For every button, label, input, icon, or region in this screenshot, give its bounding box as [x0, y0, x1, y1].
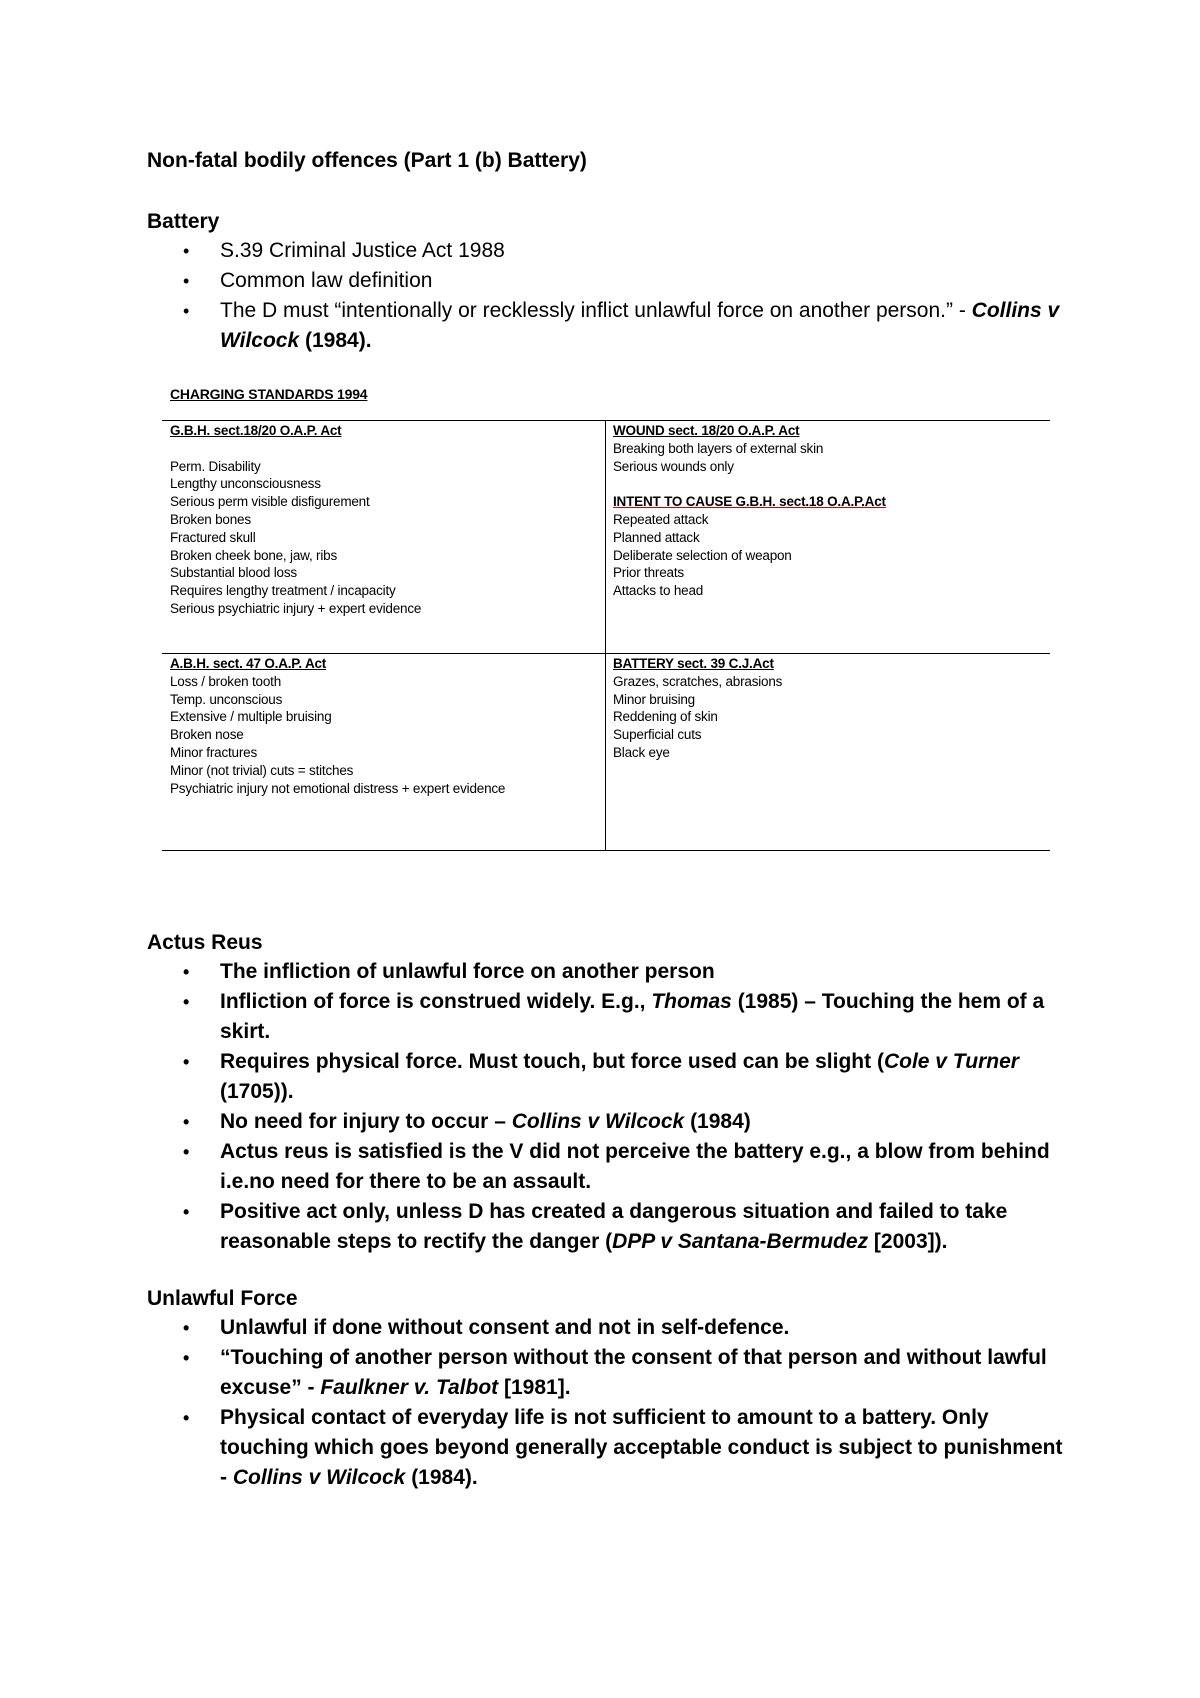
table-cell-item: Perm. Disability [170, 458, 261, 474]
list-item: • No need for injury to occur – Collins v Wilcock (1984) [147, 1107, 1067, 1137]
list-item: • Actus reus is satisfied is the V did not perceive the battery e.g., a blow from behind i.e.no need for there to be an assault. [147, 1137, 1067, 1197]
table-cell-item: Planned attack [613, 529, 700, 545]
table-cell-item: Psychiatric injury not emotional distress + expert evidence [170, 780, 506, 796]
table-cell-item: Minor fractures [170, 744, 258, 760]
table-cell-item: Deliberate selection of weapon [613, 547, 792, 563]
table-cell-item: Serious perm visible disfigurement [170, 494, 370, 510]
charging-standards-title: CHARGING STANDARDS 1994 [170, 386, 368, 402]
gbh-heading: G.B.H. sect.18/20 O.A.P. Act [170, 423, 342, 438]
table-cell-item: Serious psychiatric injury + expert evidence [170, 600, 422, 616]
wound-cell [613, 422, 886, 600]
battery-heading: Battery [147, 210, 220, 233]
case-name: Collins v Wilcock [511, 1110, 685, 1133]
bullet-icon: • [183, 271, 190, 291]
list-item: • Positive act only, unless D has created a dangerous situation and failed to take reasonable steps to rectify the danger (DPP v Santana-Bermudez [2003]). [147, 1197, 1067, 1257]
table-cell-item: Broken bones [170, 511, 251, 527]
battery-table-heading: BATTERY sect. 39 C.J.Act [613, 656, 774, 671]
list-item: • S.39 Criminal Justice Act 1988 [147, 236, 1067, 266]
case-name: Cole v Turner [883, 1050, 1019, 1073]
bullet-icon: • [183, 1202, 190, 1222]
list-item: • Infliction of force is construed widely. E.g., Thomas (1985) – Touching the hem of a skirt. [147, 987, 1067, 1047]
table-cell-item: Broken nose [170, 727, 244, 743]
table-column-divider [605, 420, 606, 851]
table-cell-item: Broken cheek bone, jaw, ribs [170, 547, 337, 563]
table-cell-item: Attacks to head [613, 583, 704, 599]
list-item: • “Touching of another person without the consent of that person and without lawful excuse” - Faulkner v. Talbot [1981]. [147, 1343, 1067, 1403]
table-cell-item: Minor bruising [613, 691, 695, 707]
actus-reus-heading: Actus Reus [147, 931, 263, 954]
table-cell-item: Requires lengthy treatment / incapacity [170, 583, 396, 599]
bullet-icon: • [183, 1112, 190, 1132]
case-name: Faulkner v. Talbot [320, 1376, 499, 1399]
table-bottom-border [162, 850, 1050, 851]
table-top-border [162, 420, 1050, 421]
abh-heading: A.B.H. sect. 47 O.A.P. Act [170, 656, 327, 671]
bullet-icon: • [183, 241, 190, 261]
bullet-icon: • [183, 301, 190, 321]
list-item: • Unlawful if done without consent and not in self-defence. [147, 1313, 1067, 1343]
case-name: DPP v Santana-Bermudez [612, 1230, 869, 1253]
list-item: • Requires physical force. Must touch, but force used can be slight (Cole v Turner (1705)). [147, 1047, 1067, 1107]
table-cell-item: Substantial blood loss [170, 565, 297, 581]
bullet-icon: • [183, 1052, 190, 1072]
list-item: • The infliction of unlawful force on another person [147, 957, 1067, 987]
battery-list [147, 236, 1067, 356]
table-cell-item: Superficial cuts [613, 727, 702, 743]
battery-cell [613, 655, 782, 762]
table-cell-item: Fractured skull [170, 529, 256, 545]
list-item: • Common law definition [147, 266, 1067, 296]
table-cell-item: Extensive / multiple bruising [170, 709, 332, 725]
case-name: Thomas [651, 990, 732, 1013]
bullet-icon: • [183, 1318, 190, 1338]
table-cell-item: Temp. unconscious [170, 691, 283, 707]
table-cell-item: Repeated attack [613, 511, 709, 527]
bullet-icon: • [183, 1408, 190, 1428]
bullet-icon: • [183, 1142, 190, 1162]
bullet-icon: • [183, 1348, 190, 1368]
intent-heading: INTENT TO CAUSE G.B.H. sect.18 O.A.P.Act [613, 494, 886, 510]
table-cell-item: Lengthy unconsciousness [170, 476, 321, 492]
table-cell-item: Prior threats [613, 565, 684, 581]
table-cell-item: Reddening of skin [613, 709, 718, 725]
unlawful-force-list [147, 1313, 1067, 1493]
table-middle-border [162, 653, 1050, 654]
table-cell-item: Serious wounds only [613, 458, 734, 474]
actus-reus-list [147, 957, 1067, 1257]
list-item: • Physical contact of everyday life is not sufficient to amount to a battery. Only touching which goes beyond generally acceptable conduct is subject to punishment - Collins v Wilcock (1984). [147, 1403, 1067, 1493]
bullet-icon: • [183, 962, 190, 982]
page-title: Non-fatal bodily offences (Part 1 (b) Battery) [147, 149, 587, 172]
abh-cell [170, 655, 505, 797]
table-cell-item: Loss / broken tooth [170, 673, 282, 689]
table-cell-item: Grazes, scratches, abrasions [613, 673, 783, 689]
bullet-icon: • [183, 992, 190, 1012]
list-item: • The D must “intentionally or recklessly inflict unlawful force on another person.” - Collins v Wilcock (1984). [147, 296, 1067, 356]
case-name: Collins v Wilcock [220, 299, 1060, 352]
table-cell-item: Breaking both layers of external skin [613, 440, 824, 456]
unlawful-force-heading: Unlawful Force [147, 1287, 298, 1310]
table-cell-item: Minor (not trivial) cuts = stitches [170, 762, 354, 778]
gbh-cell [170, 422, 421, 618]
case-name: Collins v Wilcock [232, 1466, 406, 1489]
wound-heading: WOUND sect. 18/20 O.A.P. Act [613, 423, 800, 438]
table-cell-item: Black eye [613, 744, 670, 760]
